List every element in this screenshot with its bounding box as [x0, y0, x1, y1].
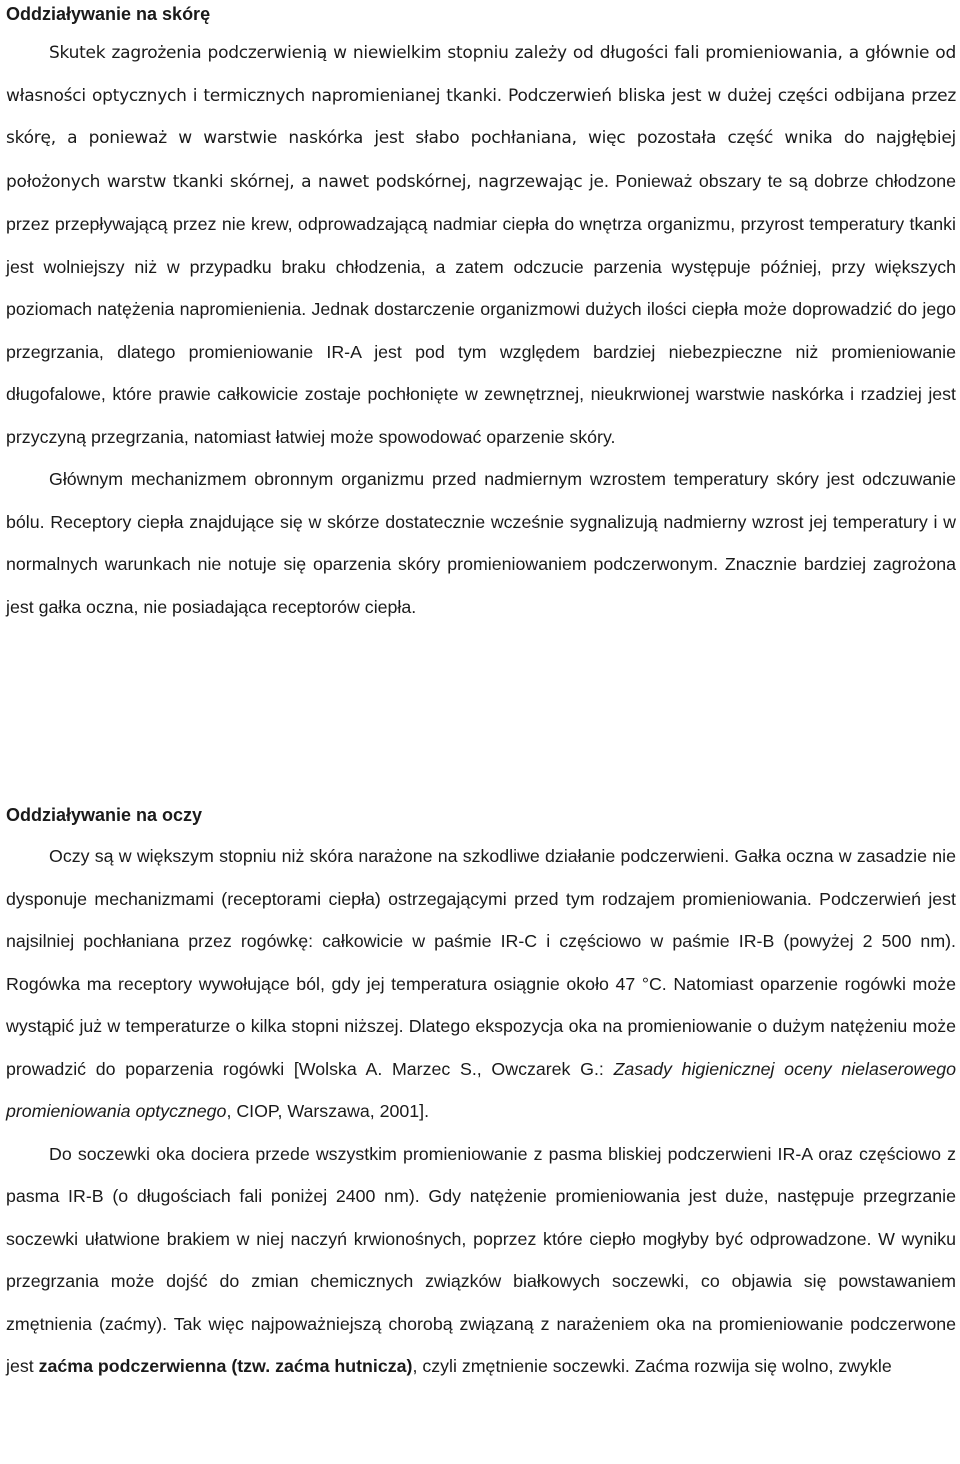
citation-title: Zasady higienicznej oceny nielaserowego promieniowania optycznego	[6, 1058, 956, 1121]
section-heading-eyes: Oddziaływanie na oczy	[6, 805, 203, 825]
paragraph-lens	[6, 1133, 956, 1388]
bold-term: zaćma podczerwienna (tzw. zaćma hutnicza)	[38, 1356, 413, 1376]
section-body-skin	[6, 32, 956, 628]
paragraph-cornea	[6, 835, 956, 1133]
paragraph-text: , CIOP, Warszawa, 2001].	[226, 1101, 430, 1121]
paragraph-text: Do soczewki oka dociera przede wszystkim promieniowanie z pasma bliskiej podczerwieni IR-A oraz częściowo z pasma IR-B (o długościach fali poniżej 2400 nm). Gdy natężenie promieniowania jest duże, następuje przegrzanie soczewki ułatwione brakiem w niej naczyń krwionośnych, poprzez które ciepło mogłyby być odprowadzone. W wyniku przegrzania może dojść do zmian chemicznych związków białkowych soczewki, co objawia się powstawaniem zmętnienia (zaćmy). Tak więc najpoważniejszą chorobą związaną z narażeniem oka na promieniowanie podczerwone jest	[6, 1143, 956, 1376]
paragraph-text: Skutek zagrożenia podczerwienią w niewielkim stopniu zależy od długości fali promieniowania, a głównie od własności optycznych i termicznych napromienianej tkanki. Podczerwień bliska jest w dużej części odbijana przez skórę, a ponieważ w warstwie naskórka jest słabo pochłaniana, więc pozostała część wnika do najgłębiej położonych warstw tkanki skórnej, a nawet podskórnej, nagrzewając je.	[6, 43, 956, 192]
paragraph-skin-effect	[6, 32, 956, 458]
section-heading-skin: Oddziaływanie na skórę	[6, 4, 211, 24]
paragraph-text: Oczy są w większym stopniu niż skóra narażone na szkodliwe działanie podczerwieni. Gałka oczna w zasadzie nie dysponuje mechanizmami (receptorami ciepła) ostrzegającymi przed tym rodzajem promieniowania. Podczerwień jest najsilniej pochłaniana przez rogówkę: całkowicie w paśmie IR-C i częściowo w paśmie IR-B (powyżej 2 500 nm). Rogówka ma receptory wywołujące ból, gdy jej temperatura osiągnie około 47 °C. Natomiast oparzenie rogówki może wystąpić już w temperaturze o kilka stopni niższej. Dlatego ekspozycja oka na promieniowanie o dużym natężeniu może prowadzić do poparzenia rogówki [Wolska A. Marzec S., Owczarek G.:	[6, 846, 956, 1079]
paragraph-text: Ponieważ obszary te są dobrze chłodzone przez przepływającą przez nie krew, odprowadzającą nadmiar ciepła do wnętrza organizmu, przyrost temperatury tkanki jest wolniejszy niż w przypadku braku chłodzenia, a zatem odczucie parzenia występuje później, przy większych poziomach natężenia napromienienia. Jednak dostarczenie organizmowi dużych ilości ciepła może doprowadzić do jego przegrzania, dlatego promieniowanie IR-A jest pod tym względem bardziej niebezpieczne niż promieniowanie długofalowe, które prawie całkowicie zostaje pochłonięte w zewnętrznej, nieukrwionej warstwie naskórka i rzadziej jest przyczyną przegrzania, natomiast łatwiej może spowodować oparzenie skóry.	[6, 170, 957, 447]
section-body-eyes	[6, 835, 956, 1388]
paragraph-text: , czyli zmętnienie soczewki. Zaćma rozwija się wolno, zwykle	[412, 1356, 892, 1376]
paragraph-defense-mechanism: Głównym mechanizmem obronnym organizmu przed nadmiernym wzrostem temperatury skóry jest odczuwanie bólu. Receptory ciepła znajdujące się w skórze dostatecznie wcześnie sygnalizują nadmierny wzrost jej temperatury i w normalnych warunkach nie notuje się oparzenia skóry promieniowaniem podczerwonym. Znacznie bardziej zagrożona jest gałka oczna, nie posiadająca receptorów ciepła.	[6, 469, 956, 617]
